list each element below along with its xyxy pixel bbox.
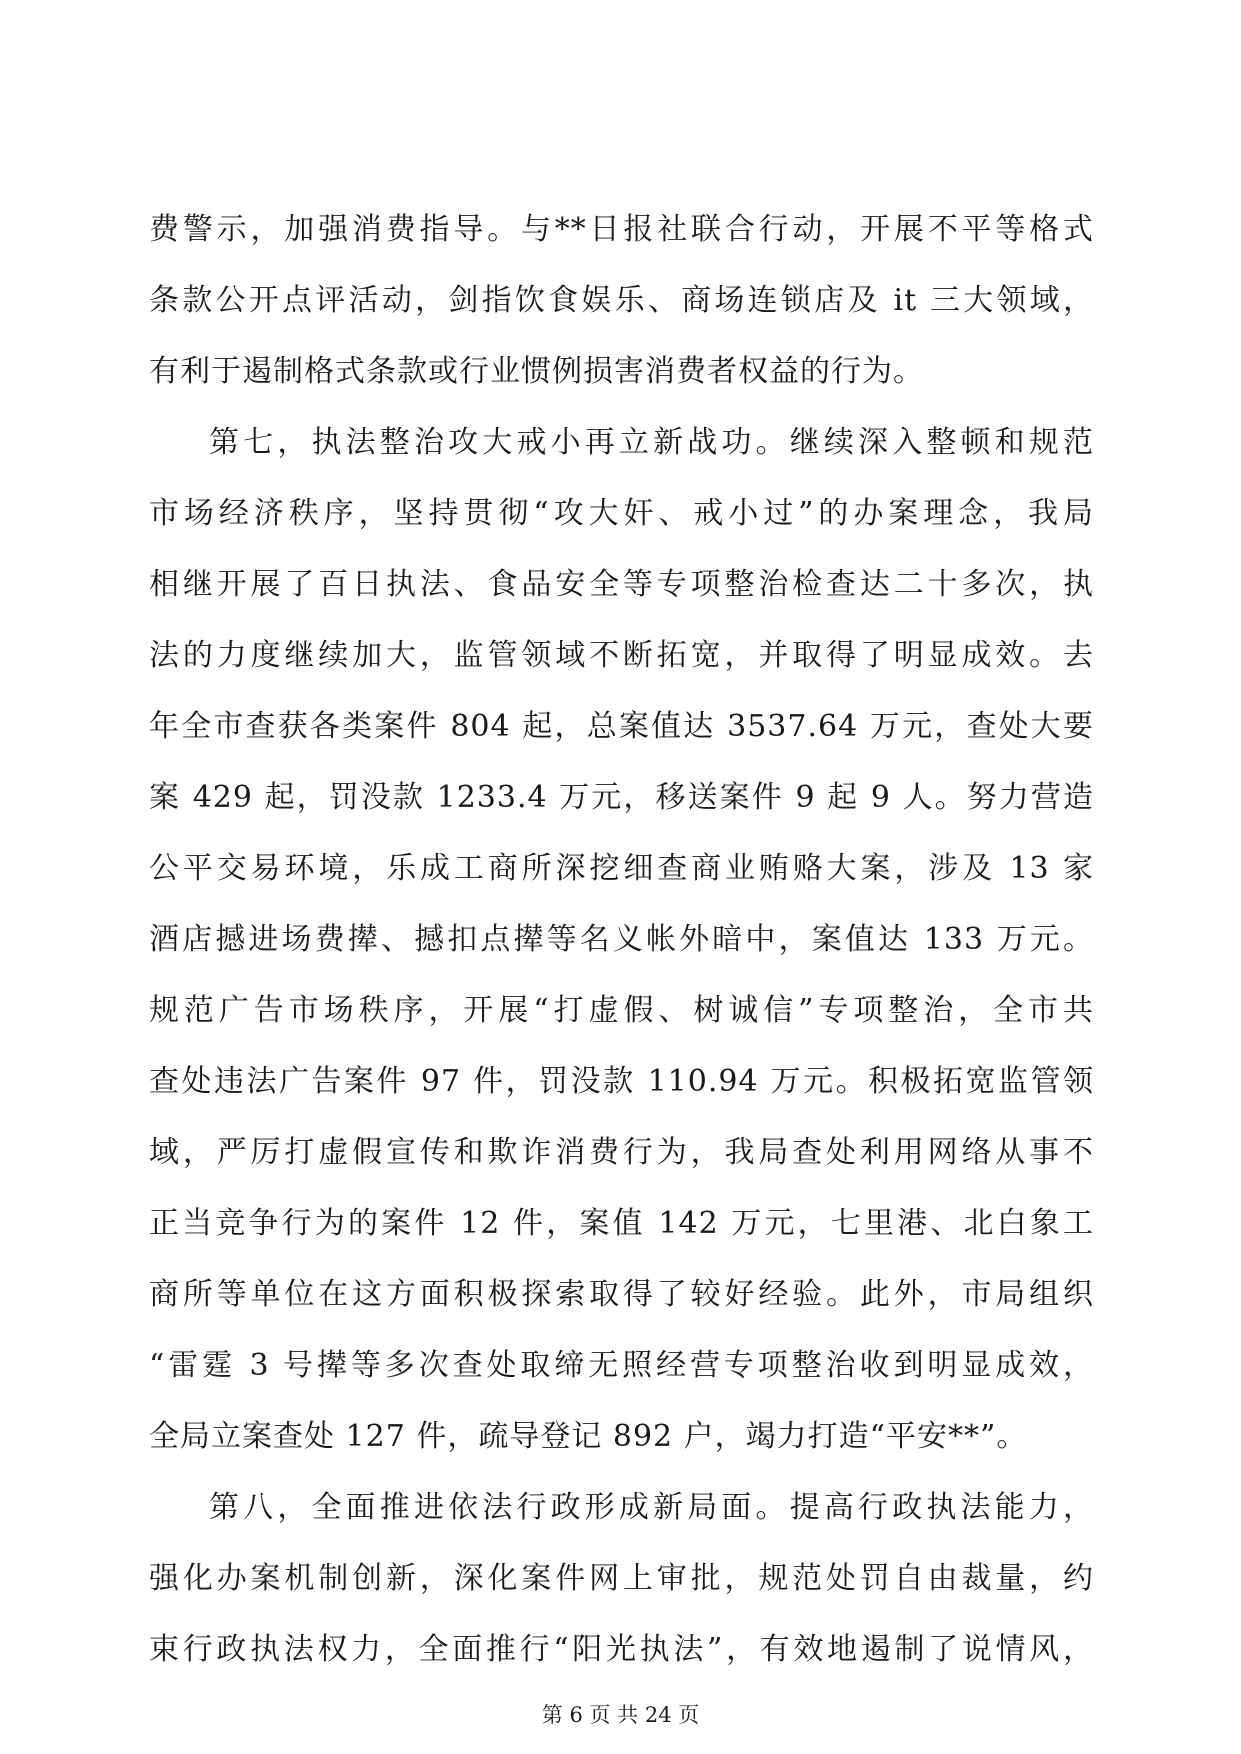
text-line: 强化办案机制创新，深化案件网上审批，规范处罚自由裁量，约 xyxy=(149,1561,1094,1596)
text-line: 条款公开点评活动，剑指饮食娱乐、商场连锁店及 it 三大领域， xyxy=(149,283,1094,318)
text-line: 正当竞争行为的案件 12 件，案值 142 万元，七里港、北白象工 xyxy=(149,1206,1094,1241)
text-line: 束行政执法权力，全面推行“阳光执法”，有效地遏制了说情风， xyxy=(149,1632,1094,1667)
text-line: 公平交易环境，乐成工商所深挖细查商业贿赂大案，涉及 13 家 xyxy=(149,851,1094,886)
paragraph-start-line: 第七，执法整治攻大戒小再立新战功。继续深入整顿和规范 xyxy=(209,425,1094,460)
text-line: 酒店撼进场费撵、撼扣点撵等名义帐外暗中，案值达 133 万元。 xyxy=(149,922,1094,957)
paragraph-start-line: 第八，全面推进依法行政形成新局面。提高行政执法能力， xyxy=(209,1490,1094,1525)
text-line: “雷霆 3 号撵等多次查处取缔无照经营专项整治收到明显成效， xyxy=(149,1348,1094,1383)
text-line: 商所等单位在这方面积极探索取得了较好经验。此外，市局组织 xyxy=(149,1277,1094,1312)
text-line: 相继开展了百日执法、食品安全等专项整治检查达二十多次，执 xyxy=(149,567,1094,602)
text-line: 全局立案查处 127 件，疏导登记 892 户，竭力打造“平安**”。 xyxy=(149,1419,1028,1454)
text-line: 年全市查获各类案件 804 起，总案值达 3537.64 万元，查处大要 xyxy=(149,709,1094,744)
text-line: 有利于遏制格式条款或行业惯例损害消费者权益的行为。 xyxy=(149,354,924,389)
page-footer: 第 6 页 共 24 页 xyxy=(541,1703,700,1727)
text-line: 费警示，加强消费指导。与**日报社联合行动，开展不平等格式 xyxy=(149,212,1094,247)
text-line: 案 429 起，罚没款 1233.4 万元，移送案件 9 起 9 人。努力营造 xyxy=(149,780,1094,815)
text-line: 规范广告市场秩序，开展“打虚假、树诚信”专项整治，全市共 xyxy=(149,993,1094,1028)
text-line: 法的力度继续加大，监管领域不断拓宽，并取得了明显成效。去 xyxy=(149,638,1094,673)
text-line: 市场经济秩序，坚持贯彻“攻大奸、戒小过”的办案理念，我局 xyxy=(149,496,1094,531)
text-line: 查处违法广告案件 97 件，罚没款 110.94 万元。积极拓宽监管领 xyxy=(149,1064,1094,1099)
text-line: 域，严厉打虚假宣传和欺诈消费行为，我局查处利用网络从事不 xyxy=(149,1135,1094,1170)
